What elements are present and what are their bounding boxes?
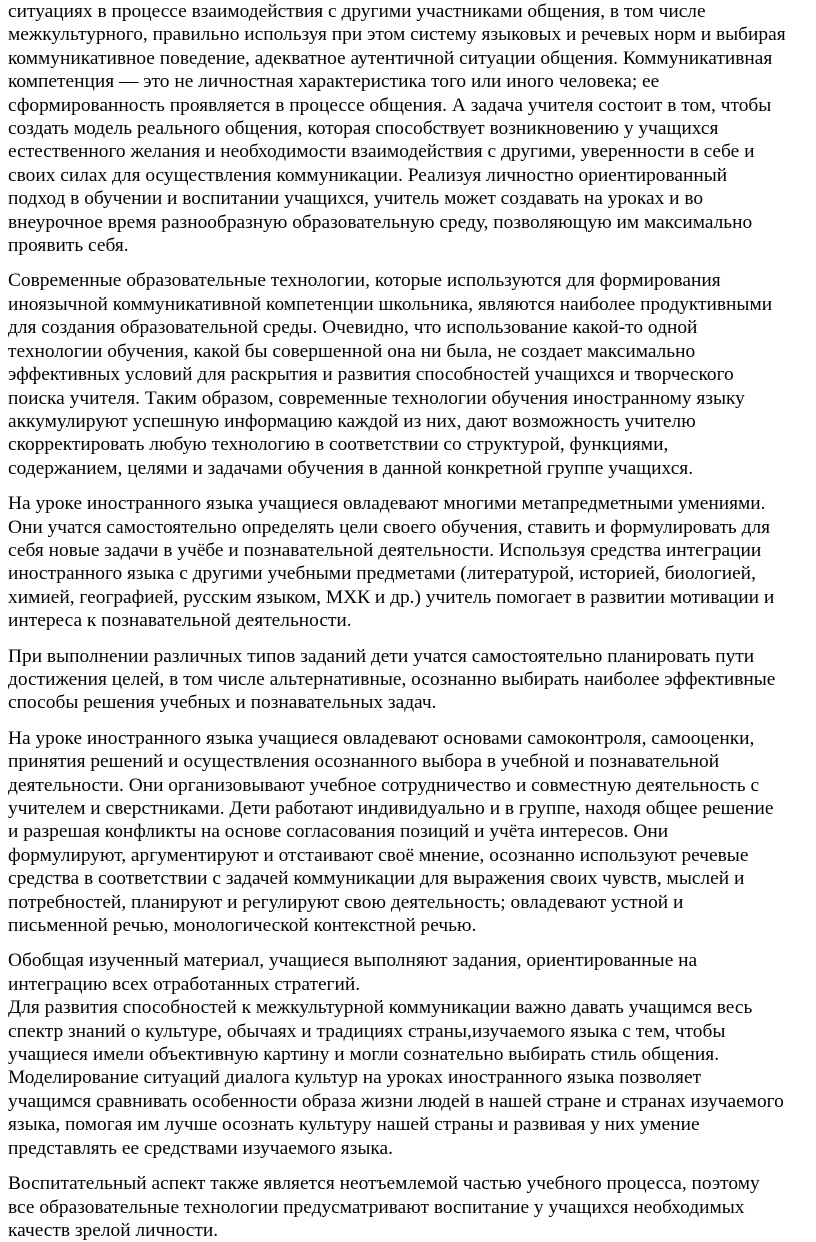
paragraph-generalization: Обобщая изученный материал, учащиеся выполняют задания, ориентированные на интеграцию всех отработанных стратегий. xyxy=(8,950,698,995)
paragraph-metasubject-skills: На уроке иностранного языка учащиеся овладевают многими метапредметными умениями. Они учатся самостоятельно определять цели своего обучения, ставить и формулировать для себя новые задачи в учёбе и познавательной деятельности. Используя средства интеграции иностранного языка с другими учебными предметами (литературой, историей, биологией, химией, географией, русским языком, МХК и др.) учитель помогает в развитии мотивации и интереса к познавательной деятельности. xyxy=(8,493,775,632)
paragraph-self-control: На уроке иностранного языка учащиеся овладевают основами самоконтроля, самооценки, принятия решений и осуществления осознанного выбора в учебной и познавательной деятельности. Они организовывают учебное сотрудничество и совместную деятельность с учителем и сверстниками. Дети работают индивидуально и в группе, находя общее решение и разрешая конфликты на основе согласования позиций и учёта интересов. Они формулируют, аргументируют и отстаивают своё мнение, осознанно используют речевые средства в соответствии с задачей коммуникации для выражения своих чувств, мыслей и потребностей, планируют и регулируют свою деятельность; овладевают устной и письменной речью, монологической контекстной речью. xyxy=(8,727,774,937)
paragraph-modern-technologies: Современные образовательные технологии, которые используются для формирования иноязычной коммуникативной компетенции школьника, являются наиболее продуктивными для создания образовательной среды. Очевидно, что использование какой-то одной технологии обучения, какой бы совершенной она ни была, не создает максимально эффективных условий для раскрытия и развития способностей учащихся и творческого поиска учителя. Таким образом, современные технологии обучения иностранному языку аккумулируют успешную информацию каждой из них, дают возможность учителю скорректировать любую технологию в соответствии со структурой, функциями, содержанием, целями и задачами обучения в данной конкретной группе учащихся. xyxy=(8,270,773,479)
paragraph-communicative-competence: ситуациях в процессе взаимодействия с другими участниками общения, в том числе межкультурного, правильно используя при этом систему языковых и речевых норм и выбирая коммуникативное поведение, адекватное аутентичной ситуации общения. Коммуникативная компетенция — это не личностная характеристика того или иного человека; ее сформированность проявляется в процессе общения. А задача учителя состоит в том, чтобы создать модель реального общения, которая способствует возникновению у учащихся естественного желания и необходимости взаимодействия с другими, уверенности в себе и своих силах для осуществления коммуникации. Реализуя личностно ориентированный подход в обучении и воспитании учащихся, учитель может создавать на уроках и во внеурочное время разнообразную образовательную среду, позволяющую им максимально проявить себя. xyxy=(8,1,786,257)
paragraph-intercultural-communication: Для развития способностей к межкультурной коммуникации важно давать учащимся весь спектр знаний о культуре, обычаях и традициях страны,изучаемого языка с тем, чтобы учащиеся имели объективную картину и могли сознательно выбирать стиль общения. Моделирование ситуаций диалога культур на уроках иностранного языка позволяет учащимся сравнивать особенности образа жизни людей в нашей стране и странах изучаемого языка, помогая им лучше осознать культуру нашей страны и развивая у них умение представлять ее средствами изучаемого языка. xyxy=(8,997,784,1159)
paragraph-educational-aspect: Воспитательный аспект также является неотъемлемой частью учебного процесса, поэтому все образовательные технологии предусматривают воспитание у учащихся необходимых качеств зрелой личности. xyxy=(8,1173,760,1241)
paragraph-task-planning: При выполнении различных типов заданий дети учатся самостоятельно планировать пути достижения целей, в том числе альтернативные, осознанно выбирать наиболее эффективные способы решения учебных и познавательных задач. xyxy=(8,645,776,714)
